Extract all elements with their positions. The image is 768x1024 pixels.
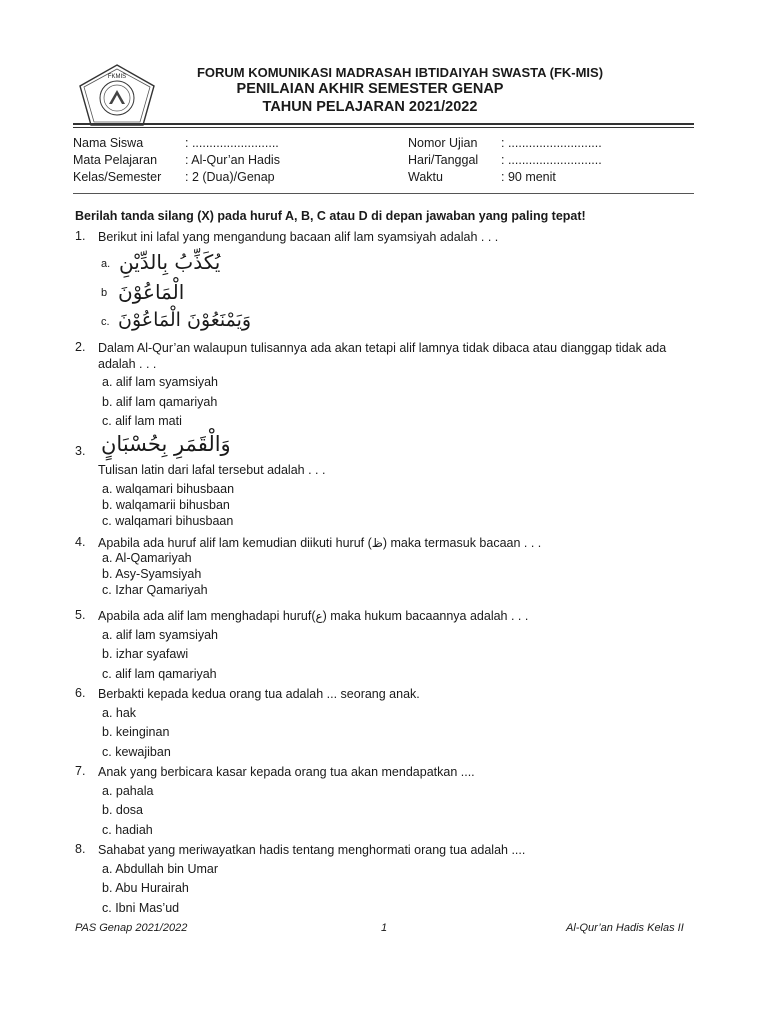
option-letter[interactable]: b [101, 287, 108, 299]
option[interactable]: a. walqamari bihusbaan [102, 482, 235, 496]
question-arabic: وَالْقَمَرِ بِحُسْبَانٍ [101, 432, 231, 456]
option[interactable]: b. dosa [102, 803, 144, 817]
option[interactable]: a. Al-Qamariyah [102, 551, 192, 565]
option-arabic[interactable]: الْمَاعُوْنَ [118, 280, 185, 304]
value-mata-pelajaran: : Al-Qur’an Hadis [185, 153, 280, 167]
header-divider-thin [73, 127, 694, 128]
option[interactable]: a. hak [102, 706, 137, 720]
option[interactable]: c. alif lam qamariyah [102, 667, 217, 681]
question-number: 1. [75, 229, 86, 243]
option[interactable]: c. kewajiban [102, 745, 171, 759]
logo-text: FKMIS [107, 74, 127, 80]
question-text: Berikut ini lafal yang mengandung bacaan alif lam syamsiyah adalah . . . [98, 230, 499, 244]
value-kelas-semester: : 2 (Dua)/Genap [185, 170, 275, 184]
question-text-before: Apabila ada huruf alif lam kemudian diikuti huruf ( [98, 536, 372, 550]
option[interactable]: c. walqamari bihusbaan [102, 514, 234, 528]
question-text: Dalam Al-Qur’an walaupun tulisannya ada akan tetapi alif lamnya tidak dibaca atau dianggap tidak ada adalah . . . [98, 341, 667, 371]
field-nama-siswa[interactable]: : ......................... [185, 136, 279, 150]
question-text: Berbakti kepada kedua orang tua adalah ... seorang anak. [98, 687, 420, 701]
option-arabic[interactable]: وَيَمْنَعُوْنَ الْمَاعُوْنَ [118, 309, 252, 331]
question-text: Anak yang berbicara kasar kepada orang tua akan mendapatkan .... [98, 765, 475, 779]
option-arabic[interactable]: يُكَذِّبُ بِالدِّيْنِ [119, 250, 221, 274]
instruction: Berilah tanda silang (X) pada huruf A, B, C atau D di depan jawaban yang paling tepat! [75, 209, 586, 223]
option[interactable]: b. Asy-Syamsiyah [102, 567, 202, 581]
footer-subject: Al-Qur’an Hadis Kelas II [566, 922, 684, 934]
option[interactable]: a. alif lam syamsiyah [102, 628, 219, 642]
question-number: 4. [75, 535, 86, 549]
question-text-before: Apabila ada alif lam menghadapi huruf( [98, 609, 316, 623]
question-number: 3. [75, 444, 86, 458]
option[interactable]: b. alif lam qamariyah [102, 395, 218, 409]
question-text-after: ) maka hukum bacaannya adalah . . . [322, 609, 529, 623]
label-waktu: Waktu [408, 170, 443, 184]
question-number: 6. [75, 686, 86, 700]
header-divider-thick [73, 123, 694, 125]
arabic-letter: ظ [371, 536, 383, 550]
option[interactable]: b. izhar syafawi [102, 647, 189, 661]
question-number: 5. [75, 608, 86, 622]
label-mata-pelajaran: Mata Pelajaran [73, 153, 158, 167]
question-text: Tulisan latin dari lafal tersebut adalah . . . [98, 463, 326, 477]
arabic-letter: ع [315, 609, 323, 623]
option[interactable]: c. Ibni Mas’ud [102, 901, 180, 915]
label-nomor-ujian: Nomor Ujian [408, 136, 478, 150]
field-hari-tanggal[interactable]: : ........................... [501, 153, 602, 167]
footer-exam-label: PAS Genap 2021/2022 [75, 922, 188, 934]
option[interactable]: c. Izhar Qamariyah [102, 583, 208, 597]
identity-divider [73, 193, 694, 194]
label-hari-tanggal: Hari/Tanggal [408, 153, 479, 167]
option[interactable]: c. hadiah [102, 823, 153, 837]
header-forum: FORUM KOMUNIKASI MADRASAH IBTIDAIYAH SWASTA (FK-MIS) [196, 65, 604, 80]
option[interactable]: a. Abdullah bin Umar [102, 862, 219, 876]
page-number: 1 [381, 922, 388, 934]
option[interactable]: c. alif lam mati [102, 414, 182, 428]
label-nama-siswa: Nama Siswa [73, 136, 144, 150]
header-school-year: TAHUN PELAJARAN 2021/2022 [262, 99, 478, 115]
option-letter[interactable]: c. [101, 316, 110, 328]
question-text-after: ) maka termasuk bacaan . . . [382, 536, 542, 550]
option[interactable]: a. alif lam syamsiyah [102, 375, 219, 389]
question-number: 7. [75, 764, 86, 778]
option[interactable]: a. pahala [102, 784, 154, 798]
option-letter[interactable]: a. [101, 258, 111, 270]
question-text [98, 608, 696, 624]
header-exam-title: PENILAIAN AKHIR SEMESTER GENAP [236, 81, 504, 97]
value-waktu: : 90 menit [501, 170, 556, 184]
option[interactable]: b. Abu Hurairah [102, 881, 189, 895]
label-kelas-semester: Kelas/Semester [73, 170, 162, 184]
question-text [98, 535, 696, 551]
field-nomor-ujian[interactable]: : ........................... [501, 136, 602, 150]
option[interactable]: b. walqamarii bihusban [102, 498, 230, 512]
question-number: 8. [75, 842, 86, 856]
option[interactable]: b. keinginan [102, 725, 170, 739]
question-text: Sahabat yang meriwayatkan hadis tentang menghormati orang tua adalah .... [98, 843, 526, 857]
question-number: 2. [75, 340, 86, 354]
